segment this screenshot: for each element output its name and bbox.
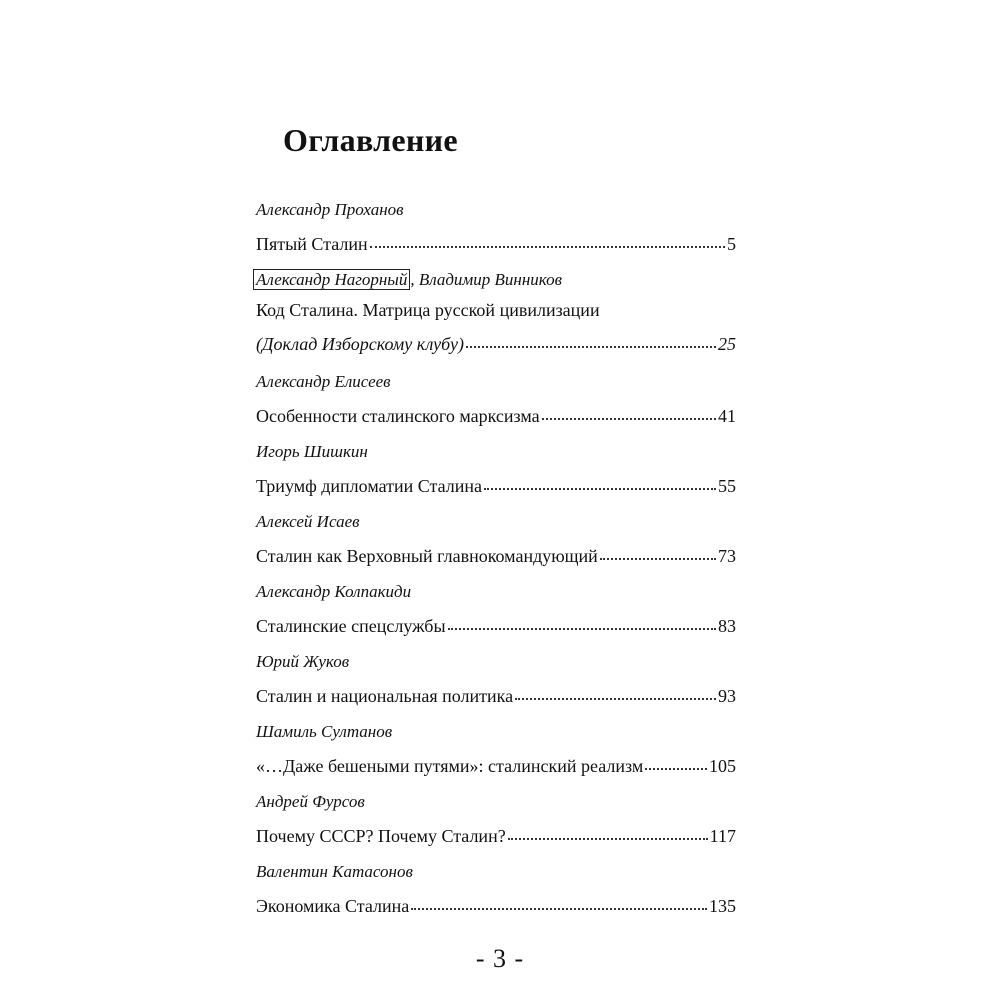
toc-title-prefix: «… [256, 756, 283, 776]
toc-title: Почему СССР? Почему Сталин? [256, 826, 506, 846]
toc-author-coauthor: , Владимир Винников [410, 270, 562, 289]
toc-page-number: 41 [718, 406, 736, 426]
toc-author: Алексей Исаев [256, 512, 360, 531]
toc-page-number: 83 [718, 616, 736, 636]
toc-page-number: 55 [718, 476, 736, 496]
toc-title: Особенности сталинского марксизма [256, 406, 540, 426]
toc-leader-dots [411, 890, 707, 910]
toc-leader-dots [370, 228, 725, 248]
toc-page-number: 105 [709, 756, 736, 776]
toc-author: Шамиль Султанов [256, 722, 393, 741]
page-title: Оглавление [283, 122, 458, 158]
toc-page-number: 117 [709, 826, 736, 846]
toc-line [256, 402, 736, 427]
toc-author: Андрей Фурсов [256, 792, 365, 811]
toc-page-number: 5 [727, 234, 736, 254]
toc-author-highlighted: Александр Нагорный [253, 269, 410, 290]
toc-leader-dots [448, 610, 716, 630]
toc-page-number: 93 [718, 686, 736, 706]
toc-leader-dots [600, 540, 716, 560]
toc-title: Сталин как Верховный главнокомандующий [256, 546, 598, 566]
toc-title: Триумф дипломатии Сталина [256, 476, 482, 496]
toc-title [256, 756, 643, 777]
toc-title-suffix: »: сталинский реализм [469, 756, 644, 776]
toc-line [256, 752, 736, 777]
toc-author: Юрий Жуков [256, 652, 350, 671]
toc-line [256, 612, 736, 637]
toc-author [256, 270, 562, 290]
toc-line [256, 330, 736, 355]
toc-title-quote: Даже бешеными путями [283, 756, 470, 776]
toc-author: Игорь Шишкин [256, 442, 368, 461]
toc-leader-dots [542, 400, 716, 420]
toc-line [256, 230, 736, 255]
toc-page-number: 73 [718, 546, 736, 566]
toc-author: Александр Колпакиди [256, 582, 412, 601]
toc-line [256, 822, 736, 847]
toc-line [256, 892, 736, 917]
toc-line [256, 472, 736, 497]
toc-title: Экономика Сталина [256, 896, 410, 916]
toc-line [256, 542, 736, 567]
toc-page-number: 25 [718, 334, 736, 354]
toc-author: Александр Проханов [256, 200, 404, 219]
toc-leader-dots [645, 750, 707, 770]
toc-title: Пятый Сталин [256, 234, 368, 254]
toc-leader-dots [466, 328, 716, 348]
toc-leader-dots [484, 470, 716, 490]
page-number-footer: - 3 - [475, 944, 525, 973]
toc-line [256, 682, 736, 707]
toc-leader-dots [515, 680, 716, 700]
toc-title: Сталин и национальная политика [256, 686, 514, 706]
toc-subtitle: (Доклад Изборскому клубу) [256, 334, 464, 354]
toc-author: Валентин Катасонов [256, 862, 413, 881]
toc-page-number: 135 [709, 896, 736, 916]
toc-title-line: Код Сталина. Матрица русской цивилизации [256, 300, 600, 320]
toc-leader-dots [508, 820, 708, 840]
toc-title: Сталинские спецслужбы [256, 616, 446, 636]
toc-author: Александр Елисеев [256, 372, 391, 391]
